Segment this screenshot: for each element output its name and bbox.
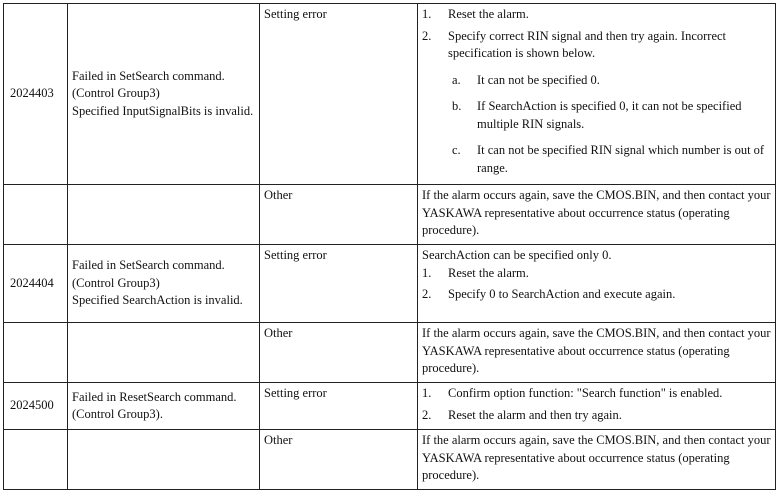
remedy-intro: SearchAction can be specified only 0. (422, 248, 612, 262)
table-row (4, 185, 776, 245)
step-text: Reset the alarm. (448, 7, 529, 21)
step-number: 2. (422, 287, 432, 301)
substep-text: It can not be specified RIN signal which number is out of range. (477, 143, 765, 175)
substep-letter: b. (452, 99, 462, 113)
remedy-cell: If the alarm occurs again, save the CMOS.BIN, and then contact your YASKAWA representative about occurrence status (operating procedure). (418, 185, 776, 245)
alarm-table (3, 3, 776, 490)
substep-text: It can not be specified 0. (477, 72, 600, 87)
remedy-substep (452, 98, 771, 133)
alarm-code-empty (4, 185, 68, 245)
step-text: Specify correct RIN signal and then try again. Incorrect specification is shown below. (448, 28, 727, 60)
step-number: 1. (422, 265, 432, 280)
remedy-cell: If the alarm occurs again, save the CMOS.BIN, and then contact your YASKAWA representative about occurrence status (operating procedure). (418, 323, 776, 383)
substep-text: If SearchAction is specified 0, it can not be specified multiple RIN signals. (477, 99, 742, 131)
message-line: Failed in SetSearch command. (72, 258, 225, 273)
remedy-step (422, 407, 771, 425)
remedy-cell (418, 4, 776, 185)
alarm-message-empty (68, 430, 260, 490)
alarm-code: 2024403 (4, 4, 68, 185)
remedy-step (422, 28, 771, 63)
message-line: Failed in SetSearch command. (72, 68, 225, 83)
substep-letter: c. (452, 143, 461, 157)
message-line: Specified SearchAction is invalid. (72, 293, 243, 308)
remedy-cell (418, 245, 776, 323)
table-row (4, 430, 776, 490)
step-text: Confirm option function: "Search function" is enabled. (448, 386, 723, 400)
message-line: Failed in ResetSearch command. (72, 389, 237, 404)
table-row (4, 323, 776, 383)
remedy-step (422, 265, 771, 283)
step-text: Reset the alarm. (448, 265, 529, 280)
step-text: Reset the alarm and then try again. (448, 407, 622, 422)
alarm-message (68, 4, 260, 185)
step-number: 2. (422, 407, 432, 422)
cause-cell: Other (260, 430, 418, 490)
alarm-code: 2024500 (4, 383, 68, 430)
table-row (4, 4, 776, 185)
remedy-cell: If the alarm occurs again, save the CMOS.BIN, and then contact your YASKAWA representative about occurrence status (operating procedure). (418, 430, 776, 490)
step-number: 2. (422, 28, 432, 43)
remedy-substep (452, 72, 771, 90)
alarm-code-empty (4, 323, 68, 383)
cause-cell: Setting error (260, 383, 418, 430)
message-line: (Control Group3) (72, 275, 160, 290)
table-row (4, 383, 776, 430)
alarm-message (68, 383, 260, 430)
message-line: (Control Group3). (72, 407, 163, 421)
alarm-message (68, 245, 260, 323)
remedy-substep (452, 142, 771, 177)
step-number: 1. (422, 7, 432, 21)
cause-cell: Other (260, 323, 418, 383)
cause-cell: Other (260, 185, 418, 245)
alarm-code-empty (4, 430, 68, 490)
message-line: (Control Group3) (72, 86, 160, 101)
remedy-cell (418, 383, 776, 430)
message-line: Specified InputSignalBits is invalid. (72, 103, 254, 118)
alarm-code: 2024404 (4, 245, 68, 323)
remedy-step (422, 286, 771, 304)
alarm-message-empty (68, 323, 260, 383)
remedy-step (422, 385, 771, 403)
step-number: 1. (422, 386, 432, 400)
step-text: Specify 0 to SearchAction and execute again. (448, 287, 676, 301)
cause-cell: Setting error (260, 245, 418, 323)
remedy-step (422, 6, 771, 24)
substep-letter: a. (452, 72, 461, 87)
table-row (4, 245, 776, 323)
alarm-message-empty (68, 185, 260, 245)
cause-cell: Setting error (260, 4, 418, 185)
